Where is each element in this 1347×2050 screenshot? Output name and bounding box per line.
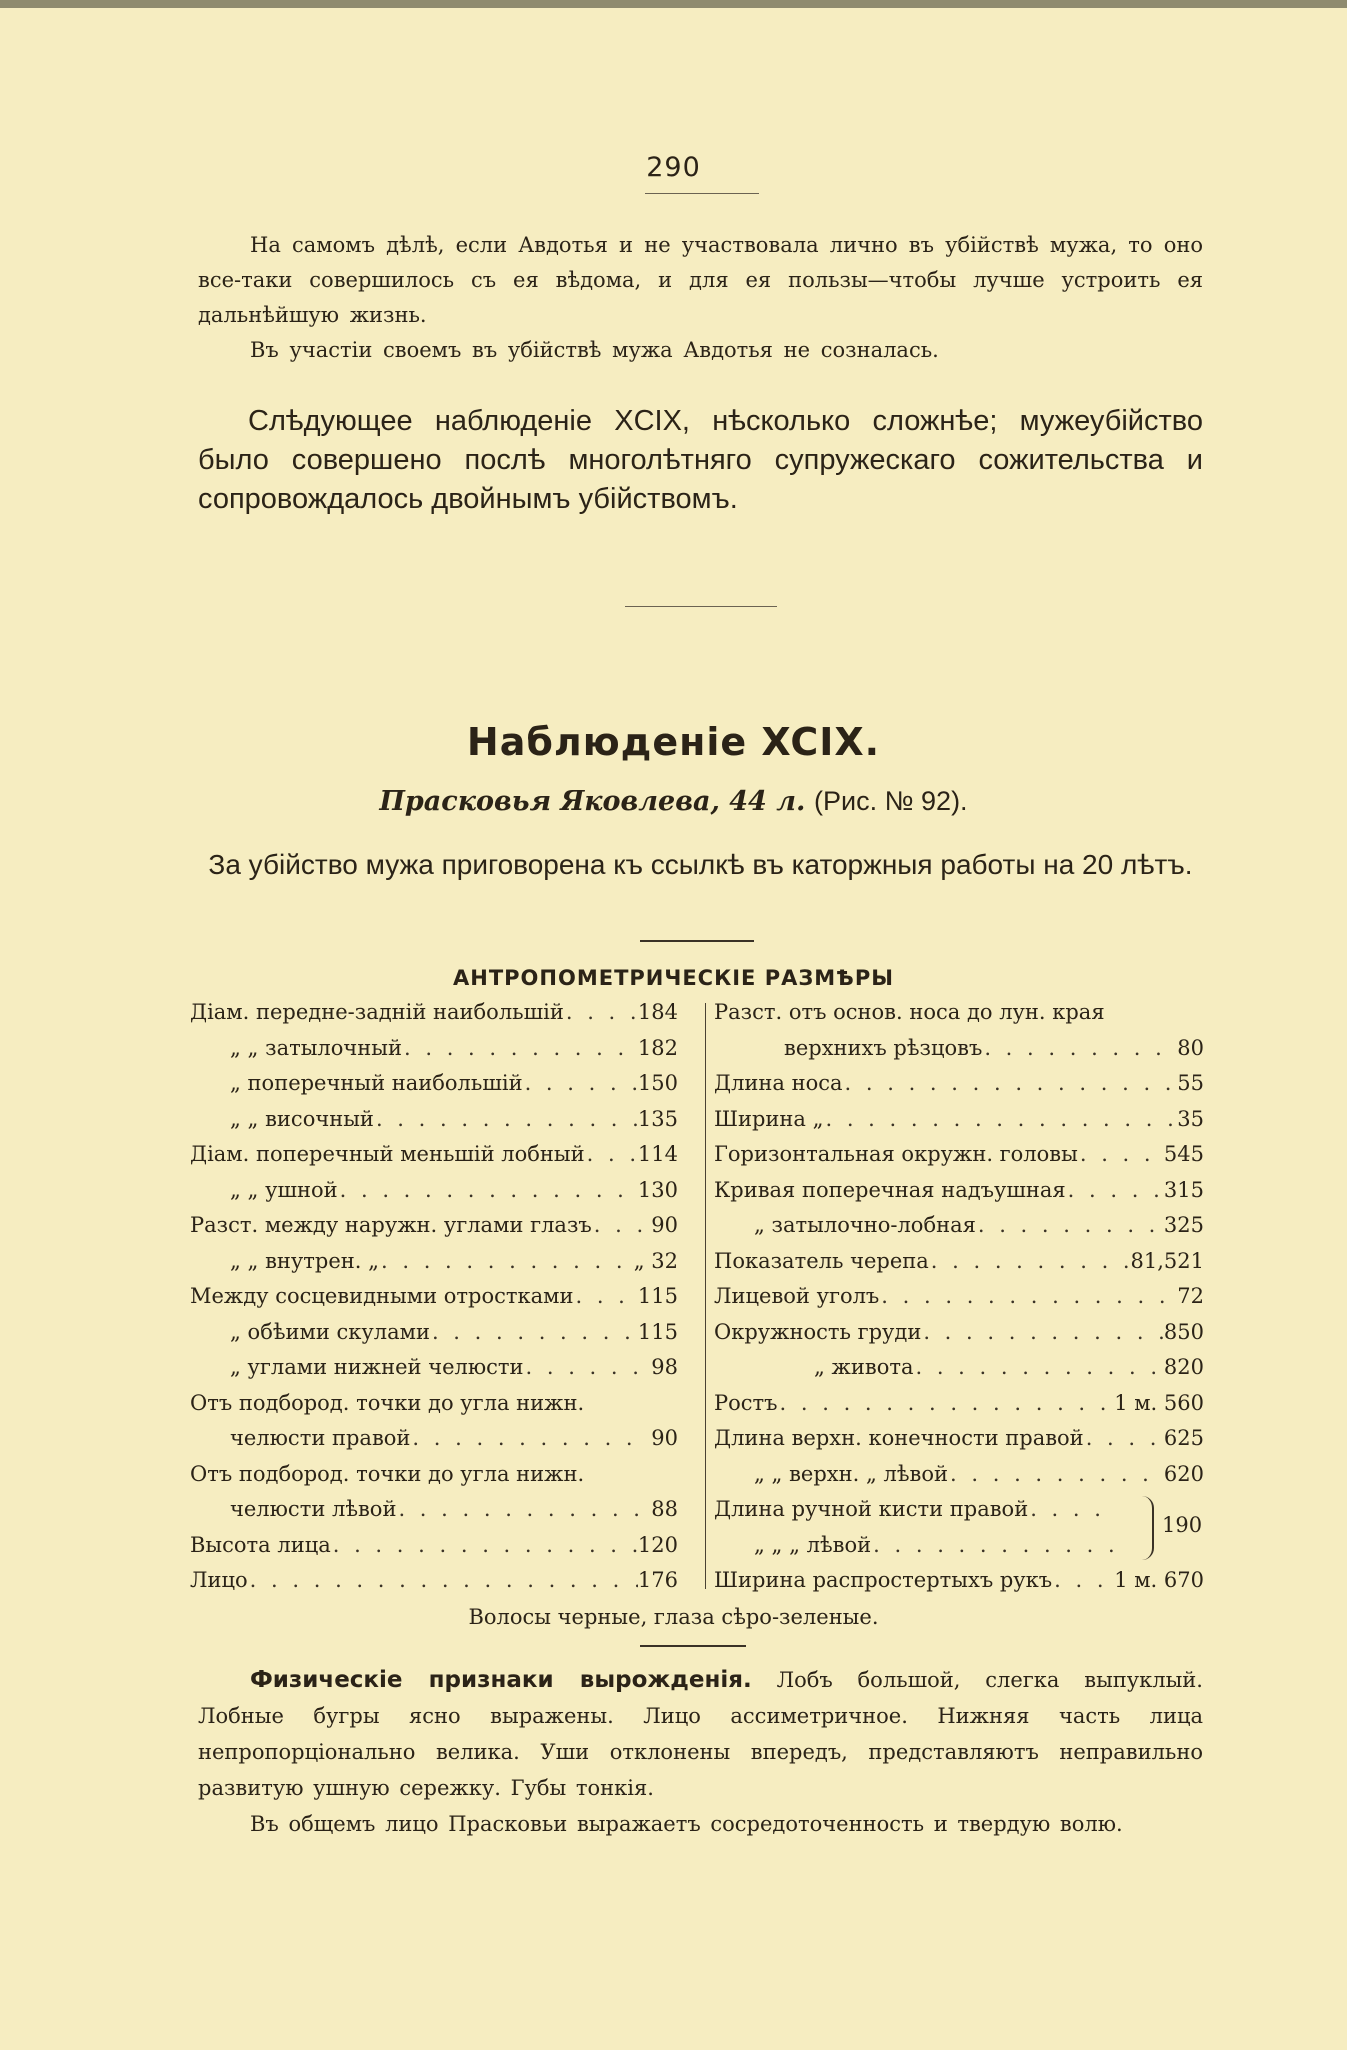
physical-signs-text: Лобъ большой, слегка выпуклый. Лобные бугры ясно выражены. Лицо ассиметричное. Нижняя часть лица непропорціонально велика. Уши отклонены впередъ, представляютъ неправильно развитую ушную сережку. Губы тонкія. [198, 1668, 1203, 1800]
measurement-row: Разст. отъ основ. носа до лун. края [714, 1000, 1105, 1024]
hand-length-value: 190 [1162, 1513, 1203, 1537]
measurements-left-column [190, 1000, 678, 1604]
measurement-row: Лицо . . . 176 [190, 1568, 678, 1604]
measurement-row: Отъ подбород. точки до угла нижн. [190, 1461, 585, 1486]
sentence-line: За убійство мужа приговорена къ ссылкѣ въ каторжныя работы на 20 лѣтъ. [208, 849, 1193, 880]
hand-length-brace [1142, 1496, 1154, 1560]
physical-summary-paragraph: Въ общемъ лицо Прасковьи выражаетъ сосредоточенность и твердую волю. [250, 1812, 1123, 1836]
measurements-title: АНТРОПОМЕТРИЧЕСКІЕ РАЗМѢРЫ [453, 966, 894, 990]
measurement-row: Ширина распростертыхъ рукъ . . . 1 м. 670 [714, 1568, 1204, 1604]
section-divider [625, 606, 777, 607]
measurement-row: Діам. поперечный меньшій лобный . . . 114 [190, 1142, 678, 1178]
figure-reference: (Рис. № 92). [813, 786, 968, 816]
lead-paragraph-text: Слѣдующее наблюденіе XCIX, нѣсколько сложнѣе; мужеубійство было совершено послѣ многолѣтняго супружескаго сожительства и сопровождалось двойнымъ убійствомъ. [198, 405, 1203, 515]
measurement-row: „ „ височный . . . 135 [190, 1107, 678, 1143]
measurement-row: Разст. между наружн. углами глазъ . . . 90 [190, 1213, 678, 1249]
measurement-row: челюсти лѣвой . . . 88 [190, 1497, 678, 1533]
measurement-row: „ поперечный наибольшій . . . 150 [190, 1071, 678, 1107]
measurement-row: Діам. передне-задній наибольшій . . . 184 [190, 1000, 678, 1036]
intro-paragraph-1: На самомъ дѣлѣ, если Авдотья и не участвовала лично въ убійствѣ мужа, то оно все-таки совершилось съ ея вѣдома, и для ея пользы—чтобы лучше устроить ея дальнѣйшую жизнь. [198, 233, 1203, 327]
measurement-row: „ „ ушной . . . 130 [190, 1178, 678, 1214]
measurement-row: „ обѣими скулами . . . 115 [190, 1320, 678, 1356]
measurement-row: „ „ „ лѣвой . . . [714, 1533, 1144, 1569]
subject-name: Прасковья Яковлева, 44 л. [379, 786, 806, 817]
measurement-row: Длина ручной кисти правой . . . [714, 1497, 1144, 1533]
measurement-row: Длина носа . . . 55 [714, 1071, 1204, 1107]
caption-rule [640, 1645, 746, 1647]
physical-signs-heading: Физическіе признаки вырожденія. [250, 1667, 752, 1693]
intro-text [198, 228, 1203, 368]
measurement-row: „ живота . . . 820 [714, 1355, 1204, 1391]
page-number: 290 [646, 152, 701, 183]
measurements-right-column [714, 1000, 1204, 1604]
physical-signs-paragraph [198, 1662, 1203, 1806]
measurement-row: „ „ затылочный . . . 182 [190, 1036, 678, 1072]
measurement-row: Между сосцевидными отростками . . . 115 [190, 1284, 678, 1320]
measurement-row: Длина верхн. конечности правой . . . 625 [714, 1426, 1204, 1462]
observation-title: Наблюденіе XCIX. [466, 720, 881, 764]
measurement-row: Отъ подбород. точки до угла нижн. [190, 1390, 585, 1415]
measurement-row: „ „ верхн. „ лѣвой . . . 620 [714, 1462, 1204, 1498]
column-divider [705, 1003, 706, 1589]
observation-subject [0, 786, 1347, 817]
measurement-row: Кривая поперечная надъушная . . . 315 [714, 1178, 1204, 1214]
measurement-row: Показатель черепа . . . 81,521 [714, 1249, 1204, 1285]
measurement-row: челюсти правой . . . 90 [190, 1426, 678, 1462]
page-top-edge [0, 0, 1347, 8]
intro-paragraph-2: Въ участіи своемъ въ убійствѣ мужа Авдотья не созналась. [250, 338, 939, 362]
measurement-row: Ростъ . . . 1 м. 560 [714, 1391, 1204, 1427]
page-number-rule [645, 193, 759, 194]
measurement-row: „ „ внутрен. „ . . . „ 32 [190, 1249, 678, 1285]
measurement-row: „ затылочно-лобная . . . 325 [714, 1213, 1204, 1249]
sentence-rule [640, 940, 754, 942]
measurement-row: „ углами нижней челюсти . . . 98 [190, 1355, 678, 1391]
measurement-row: Лицевой уголъ . . . 72 [714, 1284, 1204, 1320]
measurement-row: Ширина „ . . . 35 [714, 1107, 1204, 1143]
physical-signs-section [198, 1662, 1203, 1842]
measurement-row: верхнихъ рѣзцовъ . . . 80 [714, 1036, 1204, 1072]
measurement-row: Высота лица . . . 120 [190, 1533, 678, 1569]
hair-eyes-caption: Волосы черные, глаза сѣро-зеленые. [468, 1605, 879, 1629]
measurement-row: Окружность груди . . . 850 [714, 1320, 1204, 1356]
lead-paragraph [198, 402, 1203, 519]
measurement-row: Горизонтальная окружн. головы . . . 545 [714, 1142, 1204, 1178]
